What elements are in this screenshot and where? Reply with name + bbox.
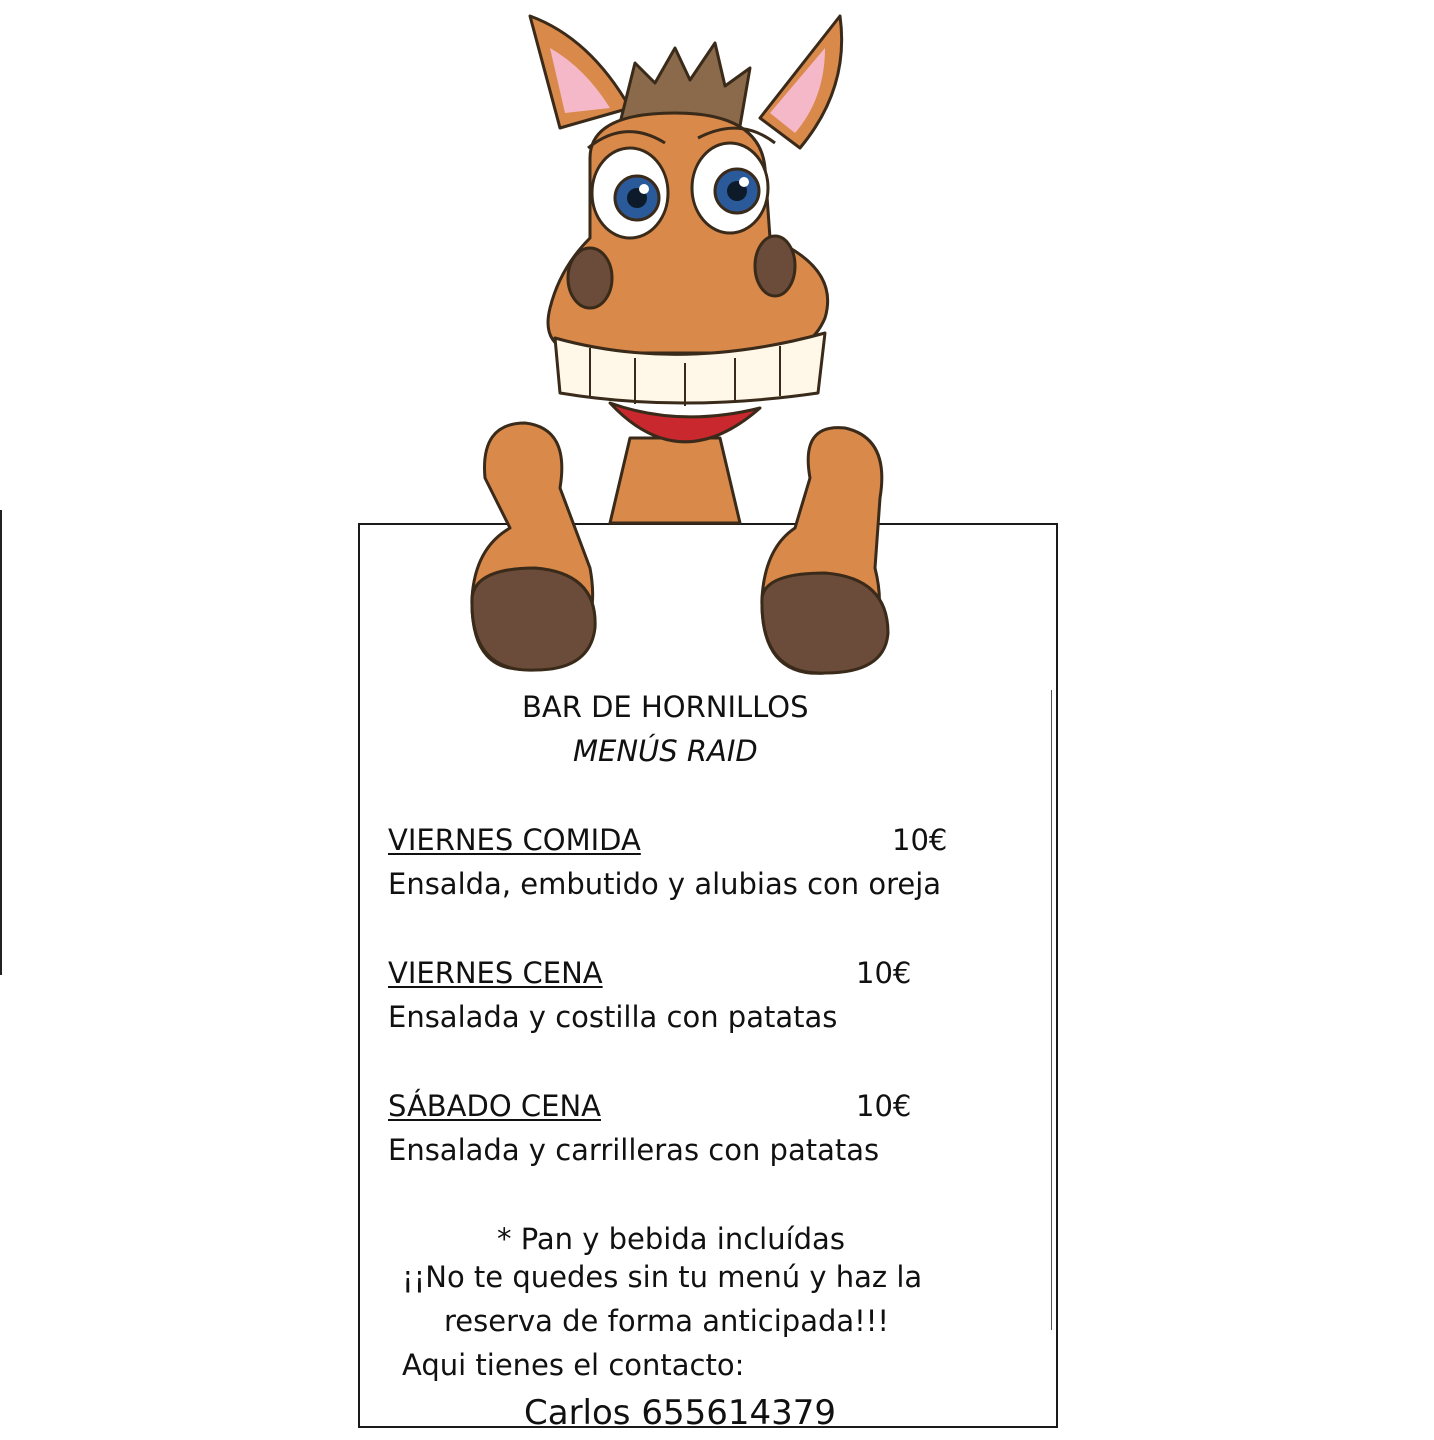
sign-inner-line	[1051, 690, 1052, 1330]
left-edge-line	[0, 510, 2, 975]
section-description-viernes-cena: Ensalada y costilla con patatas	[388, 1000, 838, 1034]
menu-subtitle: MENÚS RAID	[573, 734, 758, 768]
contact-label: Aqui tienes el contacto:	[402, 1348, 745, 1382]
nostril-icon	[568, 248, 612, 308]
section-heading-viernes-cena: VIERNES CENA	[388, 956, 603, 990]
section-heading-viernes-comida: VIERNES COMIDA	[388, 823, 641, 857]
included-note: * Pan y bebida incluídas	[497, 1222, 845, 1256]
cta-line-1: ¡¡No te quedes sin tu menú y haz la	[402, 1260, 923, 1294]
cta-line-2: reserva de forma anticipada!!!	[444, 1304, 890, 1338]
section-price-viernes-comida: 10€	[892, 823, 948, 857]
contact-info: Carlos 655614379	[524, 1393, 837, 1433]
horse-head	[548, 113, 828, 353]
section-description-viernes-comida: Ensalda, embutido y alubias con oreja	[388, 867, 942, 901]
section-price-sabado-cena: 10€	[856, 1089, 912, 1123]
section-description-sabado-cena: Ensalada y carrilleras con patatas	[388, 1133, 880, 1167]
cartoon-horse-illustration	[440, 8, 910, 688]
mouth-icon	[610, 403, 760, 442]
section-heading-sabado-cena: SÁBADO CENA	[388, 1089, 601, 1123]
section-price-viernes-cena: 10€	[856, 956, 912, 990]
menu-title: BAR DE HORNILLOS	[522, 690, 809, 724]
